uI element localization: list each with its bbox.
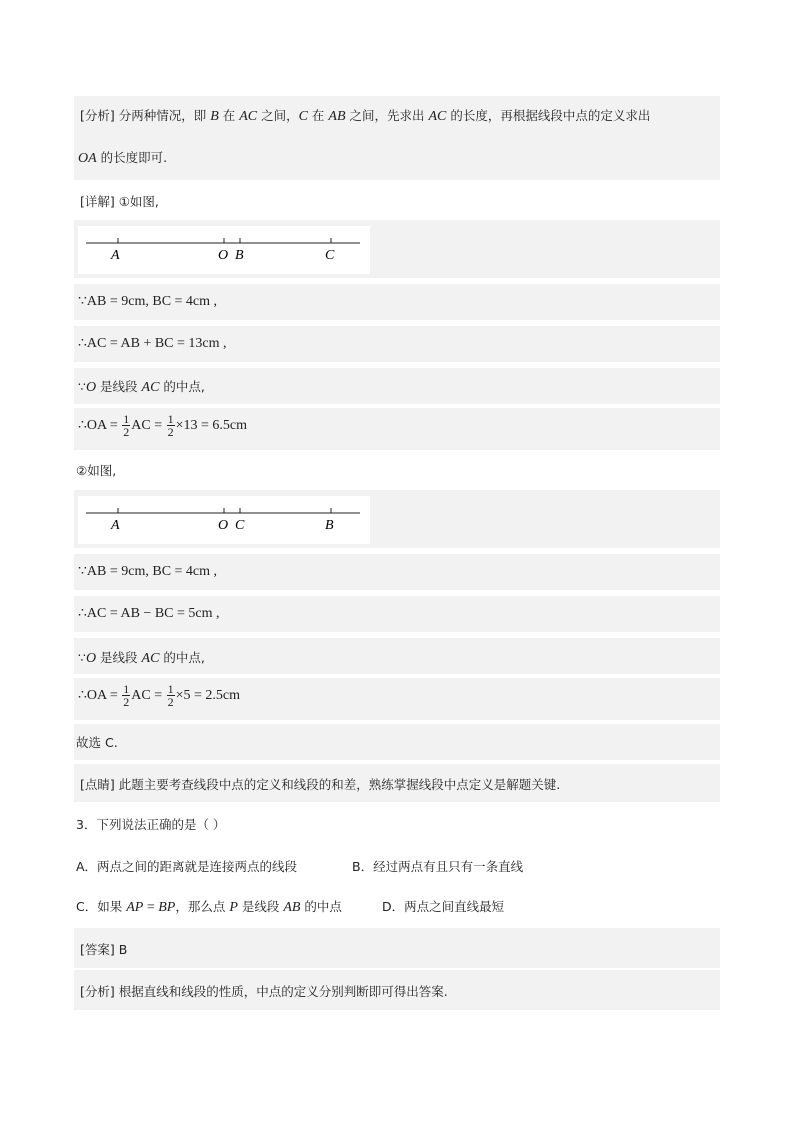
point-label: B [235, 248, 244, 263]
math-var: AB [328, 109, 346, 124]
question3-options-ab [74, 854, 720, 880]
point-label: C [235, 518, 245, 533]
number-line-figure-1 [78, 226, 370, 274]
fraction-half [167, 683, 175, 708]
number-line-1-svg [78, 226, 370, 274]
option-text: 是线段 [237, 899, 284, 914]
option-d: D．两点之间直线最短 [382, 899, 505, 914]
choice-line [74, 724, 720, 760]
point-label: O [218, 518, 229, 533]
equation-part: ∴OA = [78, 418, 122, 433]
fraction-half [122, 413, 130, 438]
case2-header-text: ②如图, [76, 463, 117, 478]
option-a: A．两点之间的距离就是连接两点的线段 [76, 859, 298, 874]
numerator: 1 [167, 682, 174, 696]
analysis-text: 在 [218, 108, 240, 123]
math-var: AB [283, 900, 301, 915]
option-text: 的中点 [300, 899, 342, 914]
question3-stem [74, 812, 720, 838]
option-text: C．如果 [76, 899, 127, 914]
analysis-text: [分析] 分两种情况，即 [80, 108, 211, 123]
option-b: B．经过两点有且只有一条直线 [352, 859, 524, 874]
option-text: ，那么点 [175, 899, 230, 914]
statement-text: 是线段 [96, 650, 142, 665]
question3-options-cd [74, 894, 720, 920]
math-var: B [210, 109, 219, 124]
point-label: C [325, 248, 335, 263]
math-var: OA [78, 151, 97, 166]
point-label: B [325, 518, 334, 533]
math-var: AC [239, 109, 258, 124]
calc-equation [78, 413, 247, 438]
because-symbol: ∵ [78, 650, 86, 665]
math-var: AC [141, 651, 160, 666]
answer-text: [答案] B [80, 942, 128, 957]
math-op: = [143, 900, 159, 915]
denominator: 2 [167, 425, 174, 439]
comment-line [74, 764, 720, 802]
point-label: A [111, 248, 120, 263]
case2-header [74, 458, 720, 482]
analysis-block [74, 96, 720, 180]
math-var: O [85, 651, 97, 666]
comment-text: [点睛] 此题主要考查线段中点的定义和线段的和差，熟练掌握线段中点定义是解题关键. [80, 777, 561, 792]
analysis-text: 之间，先求出 [345, 108, 429, 123]
analysis3-line [74, 970, 720, 1010]
denominator: 2 [167, 695, 174, 709]
detail-header-text: [详解] ①如图, [80, 194, 159, 209]
equation-part: ×5 = 2.5cm [175, 688, 241, 703]
analysis-line-2 [78, 148, 167, 167]
case1-midpoint [74, 368, 720, 404]
answer-line [74, 928, 720, 968]
math-var: AC [428, 109, 447, 124]
point-label: O [218, 248, 229, 263]
math-var: O [85, 380, 97, 395]
case1-sum [74, 326, 720, 362]
math-var: AP [126, 900, 144, 915]
analysis-text: 之间， [257, 108, 299, 123]
statement-text: 的中点, [159, 650, 205, 665]
number-line-figure-2 [78, 496, 370, 544]
calc-equation [78, 683, 240, 708]
case2-midpoint [74, 638, 720, 674]
math-var: BP [158, 900, 176, 915]
because-symbol: ∵ [78, 379, 86, 394]
analysis-text: 在 [307, 108, 329, 123]
statement-text: 的中点, [159, 379, 205, 394]
analysis-line-1 [80, 106, 650, 125]
equation: ∴AC = AB + BC = 13cm , [78, 336, 227, 351]
equation-part: AC = [131, 688, 166, 703]
statement-text: 是线段 [96, 379, 142, 394]
equation-part: ×13 = 6.5cm [175, 418, 248, 433]
numerator: 1 [123, 682, 130, 696]
equation: ∴AC = AB − BC = 5cm , [78, 606, 220, 621]
case2-calc [74, 678, 720, 720]
option-c [76, 897, 342, 916]
fraction-half [167, 413, 175, 438]
math-var: AC [141, 380, 160, 395]
midpoint-statement [78, 648, 205, 667]
case1-given [74, 284, 720, 320]
fraction-half [122, 683, 130, 708]
equation: ∵AB = 9cm, BC = 4cm , [78, 294, 218, 309]
detail-header [74, 190, 720, 214]
analysis-text: 的长度即可. [96, 150, 168, 165]
case2-diff [74, 596, 720, 632]
denominator: 2 [123, 695, 130, 709]
midpoint-statement [78, 377, 205, 396]
analysis-text: 的长度，再根据线段中点的定义求出 [446, 108, 651, 123]
point-label: A [111, 518, 120, 533]
equation: ∵AB = 9cm, BC = 4cm , [78, 564, 218, 579]
analysis-text: [分析] 根据直线和线段的性质，中点的定义分别判断即可得出答案. [80, 984, 448, 999]
question-stem: 3．下列说法正确的是（ ） [76, 817, 226, 832]
numerator: 1 [123, 412, 130, 426]
equation-part: AC = [131, 418, 166, 433]
choice-text: 故选 C. [76, 735, 118, 750]
number-line-2-svg [78, 496, 370, 544]
numerator: 1 [167, 412, 174, 426]
math-var: C [298, 109, 308, 124]
math-var: P [229, 900, 238, 915]
case1-calc [74, 408, 720, 450]
equation-part: ∴OA = [78, 688, 122, 703]
case2-given [74, 554, 720, 590]
denominator: 2 [123, 425, 130, 439]
